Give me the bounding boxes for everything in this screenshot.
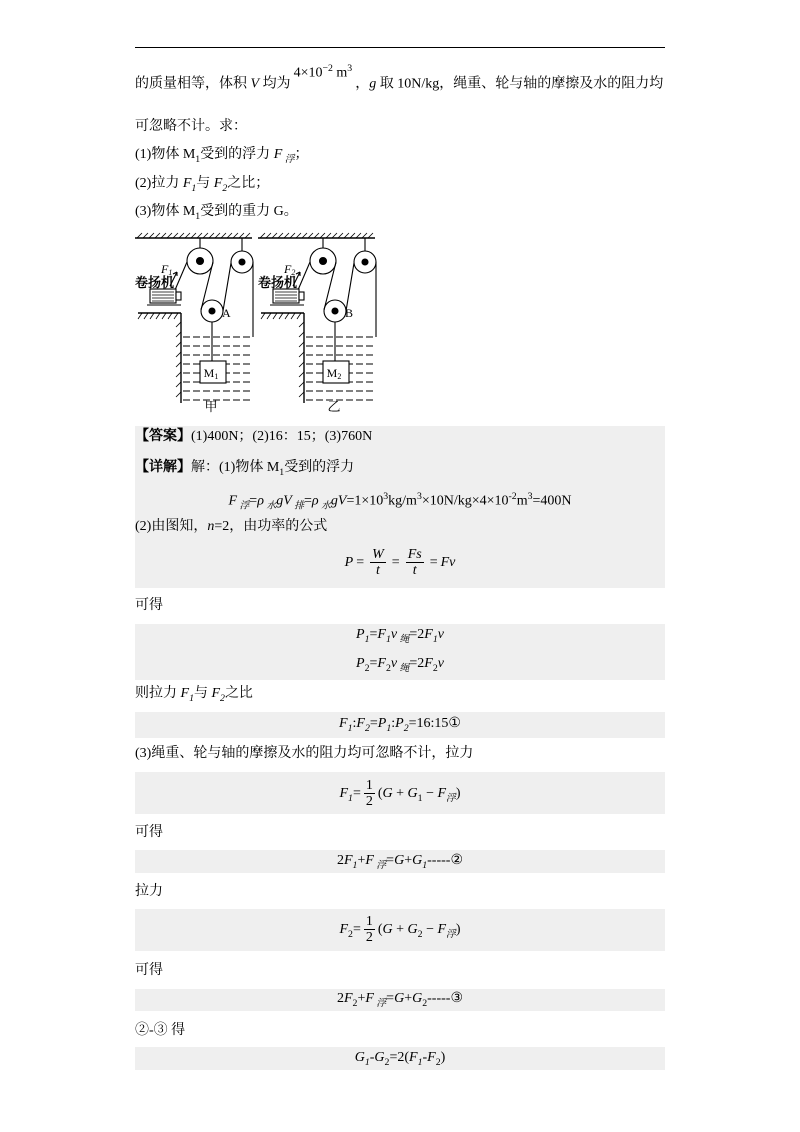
mass-symbol: M [326,366,338,380]
text-run: −2 [322,63,333,74]
text-run: = [352,922,361,937]
text-run: ×10N/kg×4×10 [421,493,509,509]
text-run: 1 [386,722,392,734]
text-run: ； [294,147,309,162]
text-run: kg/m [388,493,417,509]
text-run: 绳 [397,662,410,674]
pulley-hub [362,259,368,265]
mass-subscript: 1 [214,372,219,381]
text-run: G [394,991,405,1006]
ratio-intro [135,684,665,704]
ratio-equation [135,714,665,734]
pulley-hub [332,308,338,314]
text-run: 1 [422,859,428,871]
text-run: F [339,716,348,731]
text-run: (1)400N；(2)16：15；(3)760N [191,429,373,444]
force-symbol: F [284,262,292,276]
text-run: = [249,493,258,509]
pulley-hub [197,258,204,265]
text-run: F [343,853,353,868]
text-run: v [437,656,444,671]
text-run: 之比 [224,686,253,701]
text-run: F [356,716,365,731]
pulley-label-b: B [345,306,354,320]
rope [346,263,354,311]
text-run: v [390,627,398,642]
text-run: -2 [508,491,517,502]
text-run: : [391,716,396,731]
buoyancy-equation [135,487,665,512]
text-run: v [437,627,444,642]
text-run: + [404,853,413,868]
text-run: 浮 [237,500,250,512]
text-run: F [377,627,386,642]
text-run: F [365,991,374,1006]
difference-equation [135,1048,665,1068]
equation-3 [135,989,665,1009]
text-run: 水 [318,500,331,512]
text-run: = [386,991,395,1006]
fraction-one-half [364,914,375,945]
text-run: 受到的浮力 [284,460,355,475]
equation-2 [135,851,665,871]
text-run: = [369,716,378,731]
caption-jia: 甲 [204,399,218,414]
text-run: 2 [435,1056,441,1068]
text-run: 3 [416,491,422,502]
text-run: 绳 [397,633,410,645]
text-run: 2 [422,997,428,1009]
text-run: 浮 [373,859,387,871]
fraction-one-half [364,778,375,809]
therefore-3 [135,961,665,981]
text-run: 2 [364,722,370,734]
text-run: F [228,493,238,509]
text-run: 3 [383,491,389,502]
text-run: F [424,656,433,671]
therefore-1 [135,596,665,616]
text-run: ) [455,786,461,801]
text-run: 2 [403,722,409,734]
caption-yi: 乙 [327,399,341,414]
text-run: 2 [220,692,225,704]
text-run: 2 [336,991,344,1006]
text-run: 1 [432,633,438,645]
text-run: 受到的重力 G。 [200,204,298,219]
force-subscript: 2 [291,268,296,277]
text-run: - [422,1050,428,1065]
text-run: -----② [427,853,464,868]
text-run: F [273,147,283,162]
text-run: = [369,656,378,671]
text-run: g [369,76,377,92]
pull-label [135,882,665,902]
force-label-f1 [160,262,172,277]
formula-rhs [377,922,461,940]
text-run: 拉力 [135,884,163,899]
text-run: 1 [417,1056,423,1068]
text-run: 4×10 [293,65,323,81]
text-run: 可得 [135,598,163,613]
numerator: Fs [407,547,422,563]
denominator: 2 [365,794,373,810]
difference-intro [135,1021,665,1041]
text-run: 可得 [135,825,163,840]
text-run: 2 [384,1056,390,1068]
denominator: 2 [365,930,373,946]
wall-hatch [176,322,181,397]
formula-rhs [377,786,461,804]
text-run: 3 [347,63,353,74]
text-run: + [357,853,366,868]
text-run: 2 [348,928,353,940]
power-result: Fv [440,555,456,570]
ceiling-hatch [137,233,250,238]
winch-label: 卷扬机 [135,275,175,290]
text-run: F [424,627,433,642]
winch-gearbox [299,292,304,300]
text-run: 1 [352,859,358,871]
text-run: =16:15① [408,716,461,731]
rope [223,263,231,311]
text-run: F [427,1050,436,1065]
text-run: 2 [417,928,423,940]
ceiling-hatch [260,233,373,238]
equals-sign: = [356,555,365,570]
wall-hatch [299,322,304,397]
text-run: 2 [352,997,358,1009]
text-run: 1 [385,633,391,645]
text-run: 解：(1)物体 M [191,460,280,475]
text-run: 与 [196,176,214,191]
pulley-label-a: A [222,306,231,320]
text-run: 的质量相等，体积 [135,76,251,92]
text-run: 浮 [446,792,456,804]
text-run: P [356,627,365,642]
text-run: 水 [263,500,277,512]
force-subscript: 1 [168,268,173,277]
text-run: (3)物体 M [135,204,196,219]
text-run: =400N [532,493,572,509]
ground-hatch [138,313,178,319]
text-run: (2)由图知， [135,519,208,534]
power-p2-equation [135,654,665,674]
text-run: 2 [222,182,228,194]
text-run: ρ [257,493,264,509]
text-run: F [365,853,374,868]
text-run: − [422,922,438,937]
text-run: G [382,922,393,937]
text-run: = [352,786,361,801]
text-run: − [422,786,438,801]
text-run: 1 [347,722,353,734]
text-run: G [412,991,423,1006]
text-run: v [390,656,398,671]
text-run: 1 [364,633,370,645]
text-run: 【答案】 [135,429,191,444]
text-run: + [404,991,413,1006]
mass-symbol: M [203,366,215,380]
diagram-yi [258,233,376,414]
text-run: ， [355,76,370,92]
text-run: 2 [385,662,391,674]
text-run: = [369,627,378,642]
part-3-intro [135,744,665,764]
text-run: = [304,493,312,509]
text-run: 1 [195,210,201,222]
text-run: 浮 [282,153,295,165]
header-rule [135,47,665,48]
text-run: ) [455,922,461,937]
text-run: 1 [348,792,353,804]
text-run: F [437,922,447,937]
text-run: = [386,853,395,868]
numerator: 1 [365,778,373,794]
question-line-1-start [135,77,291,92]
text-run: =2，由功率的公式 [214,519,328,534]
power-symbol: P [344,555,354,570]
text-run: + [392,786,408,801]
numerator: W [372,547,384,563]
pulley-hub [320,258,327,265]
text-run: P [395,716,404,731]
text-run: V [250,76,260,92]
text-run: m [516,493,528,509]
ground-hatch [261,313,301,319]
power-formula [135,545,665,581]
question-line-1-end [355,77,663,92]
text-run: G [412,853,423,868]
text-run: F [339,786,349,801]
volume-value [294,59,353,84]
text-run: 则拉力 [135,686,181,701]
pulley-diagram [130,228,380,418]
text-run: 【详解】 [135,460,191,475]
part-2-intro [135,517,665,537]
text-run: 1 [191,182,197,194]
text-run: m [332,65,348,81]
pull-f2-formula [135,912,665,948]
text-run: 2 [364,662,370,674]
text-run: 可忽略不计。求： [135,119,247,134]
text-run: F [211,686,221,701]
text-run: P [356,656,365,671]
text-run: 均为 [259,76,291,92]
text-run: (1)物体 M [135,147,196,162]
text-run: G [407,786,418,801]
text-run: G [394,853,405,868]
equals-sign: = [429,555,438,570]
text-run: ρ [311,493,319,509]
fraction-fs-over-t [406,547,424,578]
winch-label: 卷扬机 [258,275,298,290]
text-run: =2 [409,656,425,671]
question-line-2 [135,117,665,137]
text-run: =2 [409,627,425,642]
detail-intro [135,458,665,478]
question-part-3 [135,202,665,222]
text-run: 排 [291,500,304,512]
text-run: F [409,1050,418,1065]
text-run: 1 [195,153,201,165]
force-symbol: F [161,262,169,276]
formula-lhs [339,922,361,940]
text-run: 取 10N/kg，绳重、轮与轴的摩擦及水的阻力均 [376,76,664,92]
power-p1-equation [135,625,665,645]
text-run: 2 [432,662,438,674]
question-line-1 [135,63,665,92]
text-run: (2)拉力 [135,176,183,191]
text-run: : [352,716,357,731]
text-run: gV [276,493,292,509]
text-run: 1 [417,792,423,804]
text-run: ②-③ 得 [135,1023,186,1038]
text-run: 与 [193,686,212,701]
text-run: ( [377,922,383,937]
text-run: 1 [279,466,285,478]
text-run: 受到的浮力 [200,147,274,162]
question-part-1 [135,145,665,165]
text-run: 3 [527,491,533,502]
pull-f1-formula [135,776,665,812]
text-run: -----③ [427,991,464,1006]
text-run: gV [330,493,347,509]
text-run: G [407,922,418,937]
text-run: F [182,176,192,191]
pulley-hub [209,308,215,314]
text-run: ) [440,1050,446,1065]
text-run: 浮 [373,997,387,1009]
formula-lhs [339,786,361,804]
text-run: F [343,991,353,1006]
text-run: n [207,519,215,534]
winch-gearbox [176,292,181,300]
text-run: =2( [389,1050,409,1065]
fraction-w-over-t [370,547,386,578]
text-run: F [213,176,223,191]
text-run: 1 [189,692,194,704]
text-run: 浮 [446,928,456,940]
therefore-2 [135,823,665,843]
equals-sign: = [391,555,400,570]
question-part-2 [135,174,665,194]
text-run: - [369,1050,375,1065]
text-run: G [354,1050,365,1065]
text-run: (3)绳重、轮与轴的摩擦及水的阻力均可忽略不计，拉力 [135,746,474,761]
force-label-f2 [283,262,295,277]
text-run: 可得 [135,963,163,978]
text-run: F [339,922,349,937]
text-run: ( [377,786,383,801]
text-run: G [382,786,393,801]
text-run: F [437,786,447,801]
text-run: 2 [336,853,344,868]
pulley-hub [239,259,245,265]
answer-line [135,427,665,447]
text-run: G [374,1050,385,1065]
mass-subscript: 2 [337,372,342,381]
text-run: + [357,991,366,1006]
text-run: F [377,656,386,671]
text-run: =1×10 [346,493,384,509]
text-run: F [180,686,190,701]
denominator: t [376,563,380,579]
denominator: t [412,563,417,579]
text-run: P [377,716,387,731]
text-run: + [392,922,408,937]
numerator: 1 [365,914,373,930]
diagram-jia [135,233,253,403]
text-run: 之比； [227,176,270,191]
text-run: 1 [364,1056,370,1068]
